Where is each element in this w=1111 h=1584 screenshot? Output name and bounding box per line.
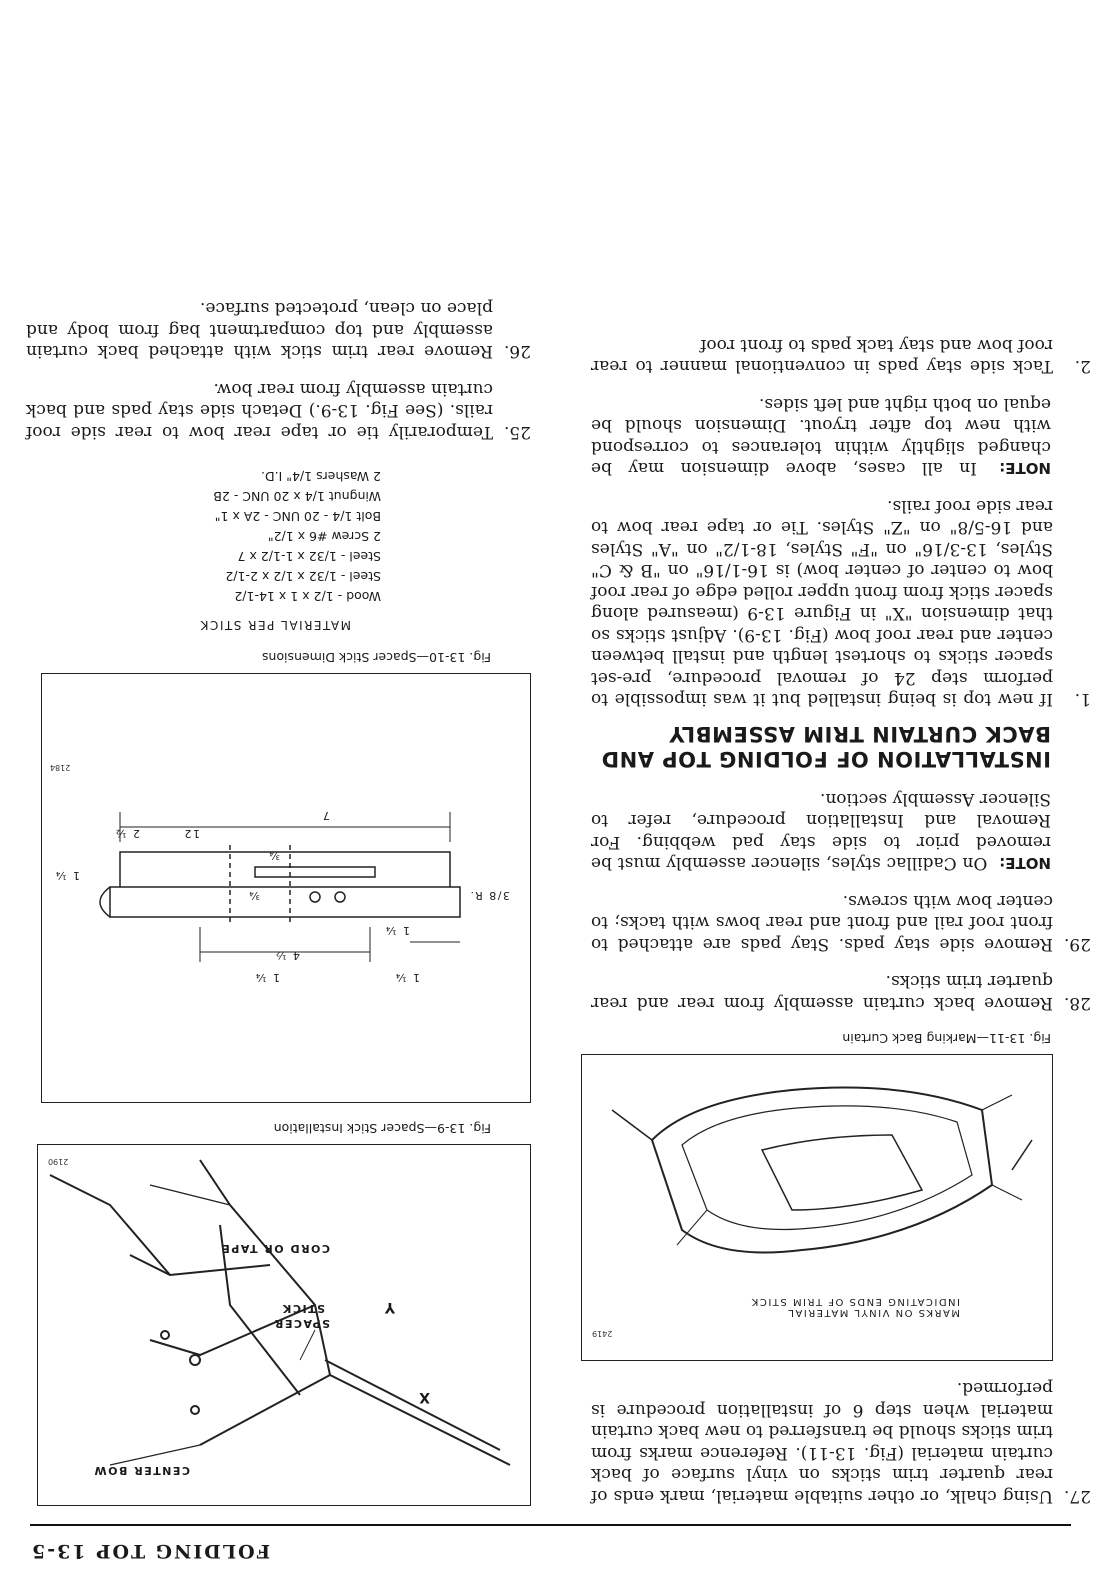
label-x: X xyxy=(417,1389,430,1405)
figure-13-9 xyxy=(37,1144,531,1506)
label-line-2: INDICATING ENDS OF TRIM STICK xyxy=(750,1296,960,1307)
material-item: Steel - 1/32 x 1-1/2 x 7 xyxy=(237,549,381,564)
step-29 xyxy=(591,890,1091,955)
step-text: Remove rear trim stick with attached back curtain assembly and top compartment bag from body and place on clean, protected surface. xyxy=(26,298,493,362)
dim-5: 3/8 R. xyxy=(469,889,510,902)
figure-caption: Fig. 13-9—Spacer Stick Installation xyxy=(273,1121,491,1136)
label-line-1: MARKS ON VINYL MATERIAL xyxy=(786,1307,960,1318)
material-item: 2 Screw #6 x 1/2" xyxy=(267,529,381,544)
dim-4: 1 ¼ xyxy=(384,924,410,937)
figure-caption: Fig. 13-10—Spacer Stick Dimensions xyxy=(261,650,491,665)
dim-7: 7 xyxy=(321,809,330,822)
dim-3: 4 ½ xyxy=(274,949,300,962)
note-text: On Cadillac styles, silencer assembly must be removed prior to side stay pad webbing. For Removal and Installation procedure, refer to Silencer Assembly section. xyxy=(590,789,1051,874)
step-text: If new top is being installed but it was impossible to perform step 24 of removal procedure, pre-set spacer sticks to shortest length and install between center and rear roof bow (Fig. 13-9). Adjust sticks so that dimension "X" in Figure 13-9 (measured along spacer stick from front upper rolled edge of rear roof bow to center of center bow) is 16-1/16" on "B & C" Styles, 13-3/16" on "F" Styles, 18-1/2" on "A" Styles and 16-5/8" on "Z" Styles. Tie or tape rear bow to rear side roof rails. xyxy=(591,496,1053,710)
note-label: NOTE: xyxy=(999,854,1051,873)
figure-13-11 xyxy=(581,1054,1053,1361)
step-number: 1. xyxy=(1074,689,1091,710)
figure-number: 2190 xyxy=(48,1157,69,1166)
figure-13-10 xyxy=(41,673,531,1103)
right-column xyxy=(26,281,531,1506)
step-number: 2. xyxy=(1074,356,1091,377)
note-dimension xyxy=(591,393,1091,479)
dim-1: 1 ¼ xyxy=(394,971,420,984)
material-heading: MATERIAL PER STICK xyxy=(199,618,351,632)
material-item: Wingnut 1/4 x 20 UNC - 2B xyxy=(213,489,381,504)
label-cord-or-tape: CORD OR TAPE xyxy=(220,1242,330,1255)
material-item: 2 Washers 1/4" I.D. xyxy=(261,469,381,484)
step-text: Using chalk, or other suitable material, mark ends of rear quarter trim sticks on vinyl surface of back curtain material (Fig. 13-11). Reference marks from trim sticks should be transferred to new back curtain material when step 6 of installation procedure is performed. xyxy=(591,1378,1053,1506)
step-number: 27. xyxy=(1063,1486,1091,1506)
install-step-1 xyxy=(591,495,1091,710)
step-26 xyxy=(26,297,531,362)
dim-6: ¾ xyxy=(267,849,280,862)
step-number: 25. xyxy=(503,422,531,442)
figure-number: 2419 xyxy=(592,1329,613,1338)
note-text: In all cases, above dimension may be changed slightly within tolerances to correspond with new top after tryout. Dimension should be equal on both right and left sides. xyxy=(591,394,1051,479)
step-number: 26. xyxy=(503,341,531,362)
material-item: Steel - 1/32 x 1/2 x 2-1/2 xyxy=(225,569,381,584)
label-y: Y xyxy=(383,1299,395,1315)
dim-11: ¾ xyxy=(247,889,260,902)
label-center-bow: CENTER BOW xyxy=(93,1464,190,1477)
page-title: FOLDING TOP 13-5 xyxy=(30,1540,271,1562)
material-list xyxy=(26,466,381,632)
dim-8: 12 xyxy=(183,827,200,840)
figure-label xyxy=(750,1296,960,1318)
page-header xyxy=(30,1524,1071,1566)
step-text: Temporarily tie or tape rear bow to rear side roof rails. (See Fig. 13-9.) Detach side stay pads and back curtain assembly from rear bow. xyxy=(26,379,493,442)
dim-9: 2 ½ xyxy=(114,827,140,840)
step-text: Remove back curtain assembly from rear and rear quarter trim sticks. xyxy=(591,971,1053,1013)
step-28 xyxy=(591,970,1091,1013)
figure-caption: Fig. 13-11—Marking Back Curtain xyxy=(842,1031,1051,1046)
spacer-stick-dimension-drawing xyxy=(42,674,530,1102)
section-heading xyxy=(591,722,1051,772)
material-item: Bolt 1/4 - 20 UNC - 2A x 1" xyxy=(214,509,381,524)
left-column xyxy=(591,318,1091,1507)
note-label: NOTE: xyxy=(999,459,1051,478)
step-number: 29. xyxy=(1063,934,1091,954)
label-spacer: SPACER xyxy=(273,1317,330,1330)
step-27 xyxy=(591,1377,1091,1506)
install-step-2 xyxy=(591,334,1091,377)
dim-2: 1 ¼ xyxy=(254,971,280,984)
material-item: Wood - 1/2 x 1 x 14-1/2 xyxy=(234,589,381,604)
label-stick: STICK xyxy=(281,1302,325,1315)
note-cadillac xyxy=(591,788,1091,874)
heading-line-2: BACK CURTAIN TRIM ASSEMBLY xyxy=(668,722,1051,747)
step-text: Remove side stay pads. Stay pads are attached to front roof rail and front and rear bows with tacks; to center bow with screws. xyxy=(591,891,1053,954)
step-text: Tack side stay pads in conventional manner to rear roof bow and stay tack pads to front roof xyxy=(591,335,1053,377)
heading-line-1: INSTALLATION OF FOLDING TOP AND xyxy=(601,747,1051,772)
step-25 xyxy=(26,378,531,443)
figure-number: 2184 xyxy=(50,763,71,772)
dim-10: 1 ¼ xyxy=(54,869,80,882)
step-number: 28. xyxy=(1063,993,1091,1013)
